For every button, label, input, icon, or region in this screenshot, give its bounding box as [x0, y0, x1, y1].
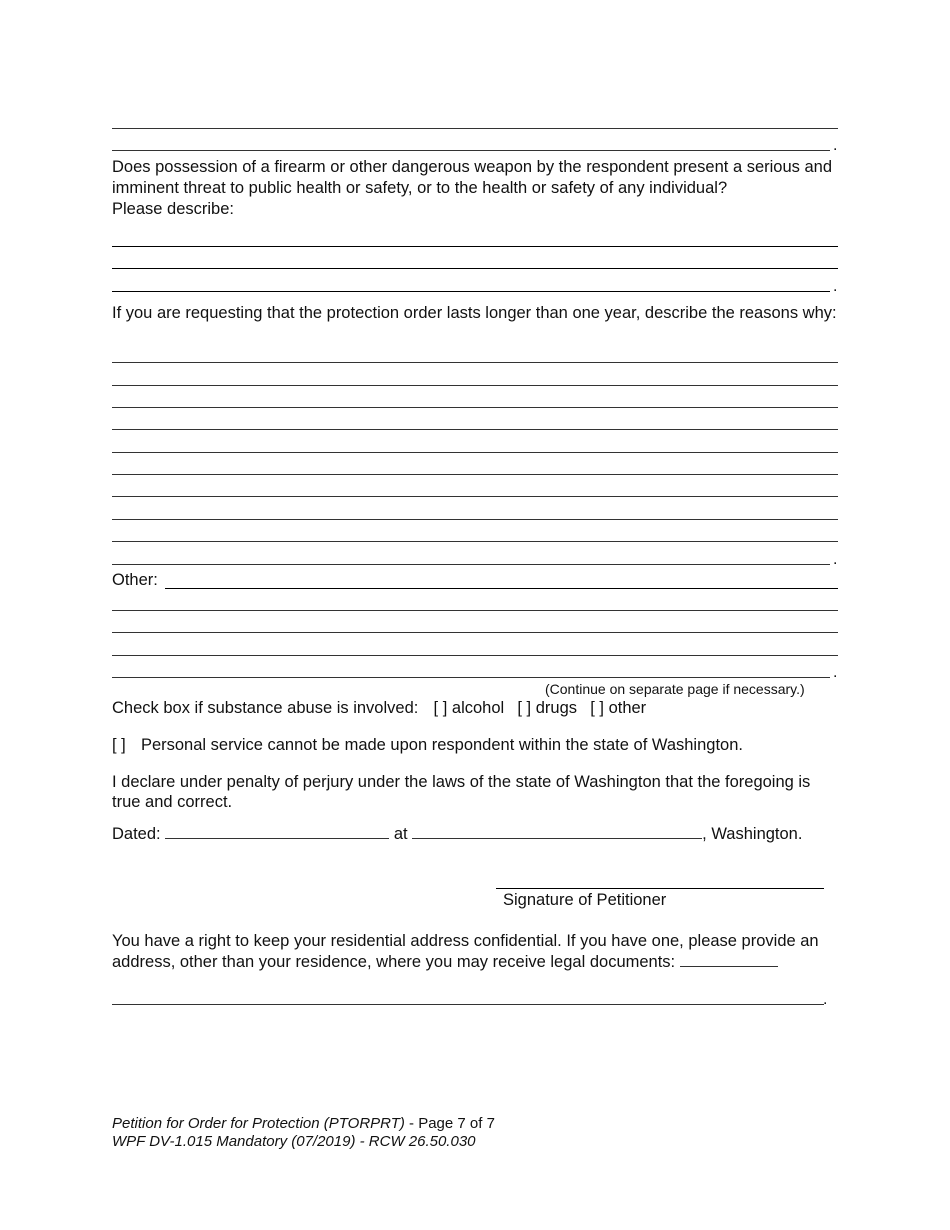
line-end-period: . — [833, 664, 838, 681]
duration-answer-line[interactable] — [112, 474, 838, 475]
firearm-describe-prompt: Please describe: — [112, 200, 234, 218]
other-substance-checkbox[interactable]: [ ] — [590, 699, 604, 717]
date-input-line[interactable] — [165, 823, 389, 839]
footer-form-id: WPF DV-1.015 Mandatory (07/2019) - RCW 26.50.030 — [112, 1133, 476, 1150]
answer-line[interactable] — [112, 150, 830, 151]
substance-row — [112, 699, 646, 718]
other-substance-label: other — [608, 699, 647, 717]
duration-answer-line[interactable] — [112, 564, 830, 565]
city-input-line[interactable] — [412, 823, 702, 839]
other-answer-line[interactable] — [112, 632, 838, 633]
line-end-period: . — [833, 278, 838, 295]
service-text: Personal service cannot be made upon respondent within the state of Washington. — [140, 736, 743, 754]
duration-answer-line[interactable] — [112, 541, 838, 542]
other-answer-line[interactable] — [112, 655, 838, 656]
line-end-period: . — [833, 137, 838, 154]
duration-question: If you are requesting that the protection order lasts longer than one year, describe the reasons why: — [112, 304, 837, 322]
dated-at-label: at — [393, 825, 408, 843]
alcohol-checkbox[interactable]: [ ] — [433, 699, 448, 717]
firearm-question — [112, 157, 842, 220]
duration-answer-line[interactable] — [112, 429, 838, 430]
line-end-period: . — [823, 991, 828, 1008]
duration-answer-line[interactable] — [112, 519, 838, 520]
footer-form-title: Petition for Order for Protection (PTORPRT) — [112, 1115, 405, 1132]
other-answer-line[interactable] — [112, 610, 838, 611]
drugs-checkbox[interactable]: [ ] — [517, 699, 532, 717]
signature-line[interactable] — [496, 888, 824, 889]
substance-label: Check box if substance abuse is involved: — [112, 699, 419, 717]
address-input-line[interactable] — [112, 1004, 824, 1005]
alcohol-label: alcohol — [451, 699, 505, 717]
other-answer-line[interactable] — [112, 677, 830, 678]
drugs-label: drugs — [535, 699, 578, 717]
duration-answer-line[interactable] — [112, 407, 838, 408]
duration-answer-line[interactable] — [112, 362, 838, 363]
duration-answer-line[interactable] — [112, 452, 838, 453]
continue-note: (Continue on separate page if necessary.) — [545, 681, 805, 697]
firearm-answer-line[interactable] — [112, 268, 838, 269]
address-notice — [112, 931, 852, 972]
firearm-answer-line[interactable] — [112, 246, 838, 247]
dated-label: Dated: — [112, 825, 161, 843]
firearm-question-text: Does possession of a firearm or other dangerous weapon by the respondent present a serious and imminent threat to public health or safety, or to the health or safety of any individual? — [112, 158, 833, 197]
service-row — [112, 736, 743, 755]
other-label: Other: — [112, 571, 158, 589]
duration-answer-line[interactable] — [112, 385, 838, 386]
firearm-answer-line[interactable] — [112, 291, 830, 292]
footer-line-1 — [112, 1115, 495, 1133]
address-input-line-start[interactable] — [680, 951, 778, 967]
answer-line[interactable] — [112, 128, 838, 129]
other-input-line[interactable] — [165, 588, 838, 589]
footer-page-number: - Page 7 of 7 — [404, 1115, 495, 1132]
line-end-period: . — [833, 551, 838, 568]
declaration-text: I declare under penalty of perjury under the laws of the state of Washington that the foregoing is true and correct. — [112, 773, 811, 811]
service-checkbox[interactable]: [ ] — [112, 736, 126, 754]
duration-answer-line[interactable] — [112, 496, 838, 497]
address-notice-text: You have a right to keep your residential address confidential. If you have one, please provide an address, other than your residence, where you may receive legal documents: — [112, 932, 819, 971]
dated-row — [112, 823, 802, 844]
signature-label: Signature of Petitioner — [503, 891, 667, 909]
dated-state-label: , Washington. — [702, 825, 803, 843]
